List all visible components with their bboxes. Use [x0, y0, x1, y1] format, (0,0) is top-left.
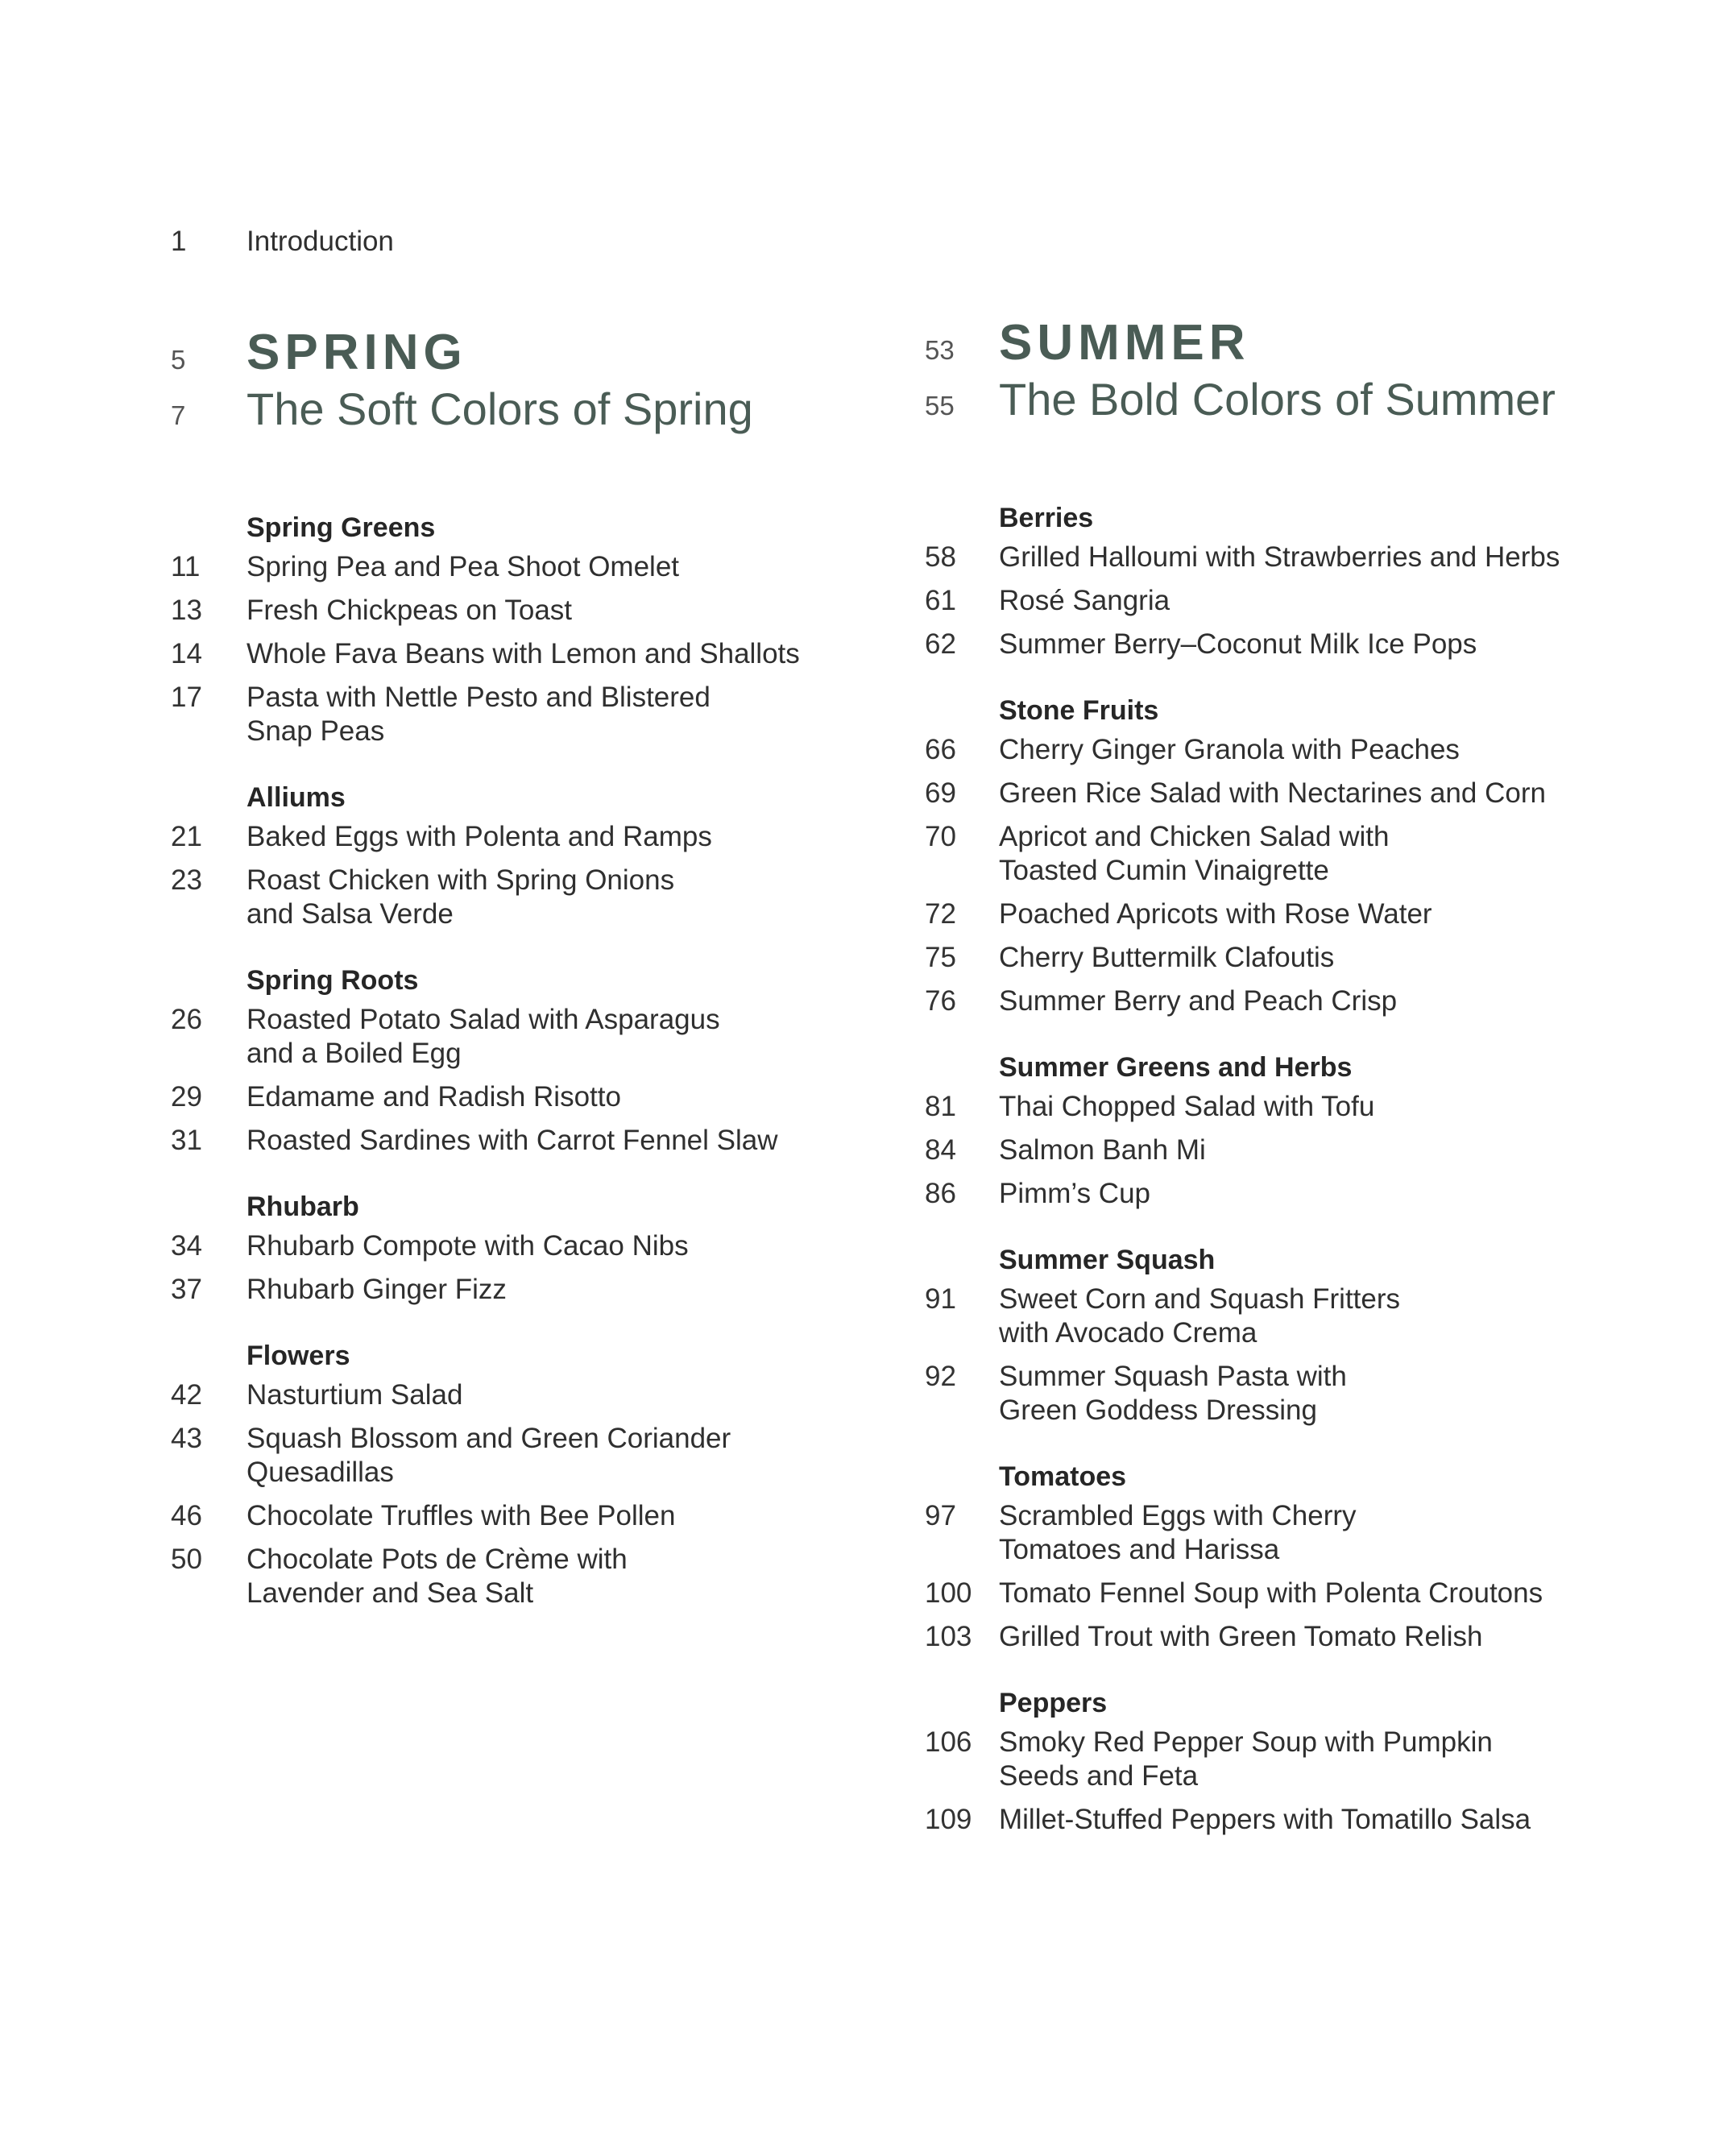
spring-subtitle-row [171, 383, 831, 435]
entry-title: Rosé Sangria [999, 585, 1170, 616]
entry-title: Millet-Stuffed Peppers with Tomatillo Salsa [999, 1804, 1531, 1835]
toc-entry[interactable] [925, 1360, 1585, 1428]
entry-page-number: 81 [925, 1091, 956, 1122]
entry-title: Summer Squash Pasta with Green Goddess Dressing [999, 1361, 1347, 1426]
toc-entry[interactable] [171, 550, 831, 584]
summer-subtitle-row [925, 373, 1585, 425]
toc-entry[interactable] [171, 1543, 831, 1610]
entry-title: Summer Berry–Coconut Milk Ice Pops [999, 628, 1477, 660]
section-tomatoes [925, 1461, 1585, 1654]
entry-page-number: 100 [925, 1577, 972, 1609]
toc-entry[interactable] [171, 681, 831, 748]
entry-page-number: 58 [925, 541, 956, 573]
entry-title: Apricot and Chicken Salad with Toasted Cumin Vinaigrette [999, 821, 1390, 886]
season-subtitle: The Soft Colors of Spring [247, 383, 753, 434]
toc-entry[interactable] [925, 820, 1585, 888]
entry-title: Chocolate Truffles with Bee Pollen [247, 1500, 676, 1531]
toc-entry[interactable] [925, 1803, 1585, 1837]
entry-page-number: 86 [925, 1178, 956, 1209]
entry-page-number: 84 [925, 1134, 956, 1166]
entry-title: Roast Chicken with Spring Onions and Salsa Verde [247, 864, 675, 930]
section-heading: Summer Squash [999, 1245, 1216, 1275]
season-page-number: 53 [925, 335, 955, 365]
entry-title: Green Rice Salad with Nectarines and Corn [999, 777, 1546, 809]
toc-entry[interactable] [925, 1577, 1585, 1610]
toc-entry[interactable] [171, 1003, 831, 1071]
entry-page-number: 76 [925, 985, 956, 1017]
section-heading: Tomatoes [999, 1461, 1127, 1492]
entry-page-number: 92 [925, 1361, 956, 1392]
entry-page-number: 69 [925, 777, 956, 809]
section-spring-greens [171, 512, 831, 748]
entry-page-number: 29 [171, 1081, 202, 1113]
entry-title: Tomato Fennel Soup with Polenta Croutons [999, 1577, 1543, 1609]
entry-page-number: 91 [925, 1283, 956, 1315]
toc-entry[interactable] [925, 1283, 1585, 1350]
entry-title: Squash Blossom and Green Coriander Quesadillas [247, 1423, 731, 1488]
entry-title: Rhubarb Ginger Fizz [247, 1274, 507, 1305]
entry-title: Roasted Sardines with Carrot Fennel Slaw [247, 1125, 778, 1156]
entry-page-number: 17 [171, 682, 202, 713]
entry-page-number: 75 [925, 942, 956, 973]
toc-entry[interactable] [925, 984, 1585, 1018]
toc-entry[interactable] [925, 1090, 1585, 1124]
entry-page-number: 62 [925, 628, 956, 660]
entry-title: Fresh Chickpeas on Toast [247, 595, 573, 626]
entry-page-number: 21 [171, 821, 202, 852]
section-peppers [925, 1688, 1585, 1837]
entry-title: Sweet Corn and Squash Fritters with Avocado Crema [999, 1283, 1401, 1349]
season-title: SPRING [247, 325, 467, 380]
entry-title: Chocolate Pots de Crème with Lavender and Sea Salt [247, 1544, 628, 1609]
entry-title: Spring Pea and Pea Shoot Omelet [247, 551, 680, 582]
entry-title: Roasted Potato Salad with Asparagus and a Boiled Egg [247, 1004, 720, 1069]
section-heading: Berries [999, 503, 1094, 533]
section-summer-squash [925, 1245, 1585, 1428]
entry-title: Summer Berry and Peach Crisp [999, 985, 1398, 1017]
entry-title: Salmon Banh Mi [999, 1134, 1206, 1166]
toc-entry[interactable] [171, 1422, 831, 1490]
section-heading: Stone Fruits [999, 695, 1159, 726]
subtitle-page-number: 7 [171, 400, 186, 430]
entry-page-number: 66 [925, 734, 956, 765]
section-heading: Alliums [247, 782, 346, 813]
entry-title: Smoky Red Pepper Soup with Pumpkin Seeds and Feta [999, 1726, 1493, 1792]
spring-header [171, 324, 831, 381]
intro-entry [171, 226, 394, 258]
section-heading: Rhubarb [247, 1191, 359, 1222]
toc-entry[interactable] [925, 733, 1585, 767]
toc-entry[interactable] [925, 1499, 1585, 1567]
entry-page-number: 34 [171, 1230, 202, 1262]
spring-column [171, 324, 831, 1620]
entry-page-number: 43 [171, 1423, 202, 1454]
toc-entry[interactable] [171, 1229, 831, 1263]
entry-page-number: 106 [925, 1726, 972, 1758]
toc-entry[interactable] [925, 541, 1585, 574]
toc-entry[interactable] [171, 1080, 831, 1114]
toc-entry[interactable] [171, 594, 831, 628]
toc-entry[interactable] [171, 1378, 831, 1412]
entry-page-number: 72 [925, 898, 956, 930]
season-page-number: 5 [171, 345, 186, 375]
entry-title: Cherry Buttermilk Clafoutis [999, 942, 1335, 973]
entry-title: Scrambled Eggs with Cherry Tomatoes and Harissa [999, 1500, 1357, 1565]
toc-entry[interactable] [925, 1620, 1585, 1654]
intro-label: Introduction [247, 226, 394, 257]
entry-title: Pimm’s Cup [999, 1178, 1151, 1209]
toc-entry[interactable] [171, 1499, 831, 1533]
toc-entry[interactable] [171, 637, 831, 671]
section-heading: Peppers [999, 1688, 1108, 1718]
entry-page-number: 50 [171, 1544, 202, 1575]
toc-entry[interactable] [925, 628, 1585, 661]
entry-page-number: 13 [171, 595, 202, 626]
summer-header [925, 314, 1585, 371]
intro-page-number: 1 [171, 226, 187, 257]
season-subtitle: The Bold Colors of Summer [999, 374, 1556, 425]
entry-title: Grilled Halloumi with Strawberries and Herbs [999, 541, 1560, 573]
toc-entry[interactable] [171, 820, 831, 854]
entry-title: Grilled Trout with Green Tomato Relish [999, 1621, 1483, 1652]
entry-title: Pasta with Nettle Pesto and Blistered Snap Peas [247, 682, 711, 747]
section-alliums [171, 782, 831, 931]
entry-page-number: 23 [171, 864, 202, 896]
entry-page-number: 11 [171, 551, 201, 582]
section-spring-roots [171, 965, 831, 1158]
toc-entry[interactable] [171, 1273, 831, 1307]
entry-title: Whole Fava Beans with Lemon and Shallots [247, 638, 800, 669]
toc-entry[interactable] [925, 1726, 1585, 1793]
entry-page-number: 97 [925, 1500, 956, 1531]
toc-entry[interactable] [171, 864, 831, 931]
entry-title: Baked Eggs with Polenta and Ramps [247, 821, 712, 852]
section-heading: Summer Greens and Herbs [999, 1052, 1353, 1083]
entry-title: Edamame and Radish Risotto [247, 1081, 621, 1113]
section-rhubarb [171, 1191, 831, 1307]
entry-page-number: 61 [925, 585, 956, 616]
entry-page-number: 103 [925, 1621, 972, 1652]
section-heading: Flowers [247, 1341, 350, 1371]
section-summer-greens-and-herbs [925, 1052, 1585, 1211]
entry-title: Rhubarb Compote with Cacao Nibs [247, 1230, 689, 1262]
toc-entry[interactable] [171, 1124, 831, 1158]
toc-entry[interactable] [925, 777, 1585, 810]
section-berries [925, 503, 1585, 661]
entry-title: Poached Apricots with Rose Water [999, 898, 1432, 930]
entry-page-number: 14 [171, 638, 202, 669]
toc-entry[interactable] [925, 941, 1585, 975]
toc-entry[interactable] [925, 897, 1585, 931]
toc-entry[interactable] [925, 584, 1585, 618]
summer-column [925, 314, 1585, 1846]
section-heading: Spring Greens [247, 512, 436, 543]
entry-page-number: 109 [925, 1804, 972, 1835]
entry-page-number: 31 [171, 1125, 202, 1156]
entry-page-number: 42 [171, 1379, 202, 1411]
section-stone-fruits [925, 695, 1585, 1018]
toc-entry[interactable] [925, 1133, 1585, 1167]
entry-title: Cherry Ginger Granola with Peaches [999, 734, 1460, 765]
season-title: SUMMER [999, 315, 1250, 371]
subtitle-page-number: 55 [925, 391, 955, 421]
entry-page-number: 37 [171, 1274, 202, 1305]
entry-title: Thai Chopped Salad with Tofu [999, 1091, 1375, 1122]
entry-page-number: 26 [171, 1004, 202, 1035]
section-flowers [171, 1341, 831, 1610]
entry-page-number: 70 [925, 821, 956, 852]
entry-page-number: 46 [171, 1500, 202, 1531]
section-heading: Spring Roots [247, 965, 419, 996]
entry-title: Nasturtium Salad [247, 1379, 463, 1411]
toc-entry[interactable] [925, 1177, 1585, 1211]
